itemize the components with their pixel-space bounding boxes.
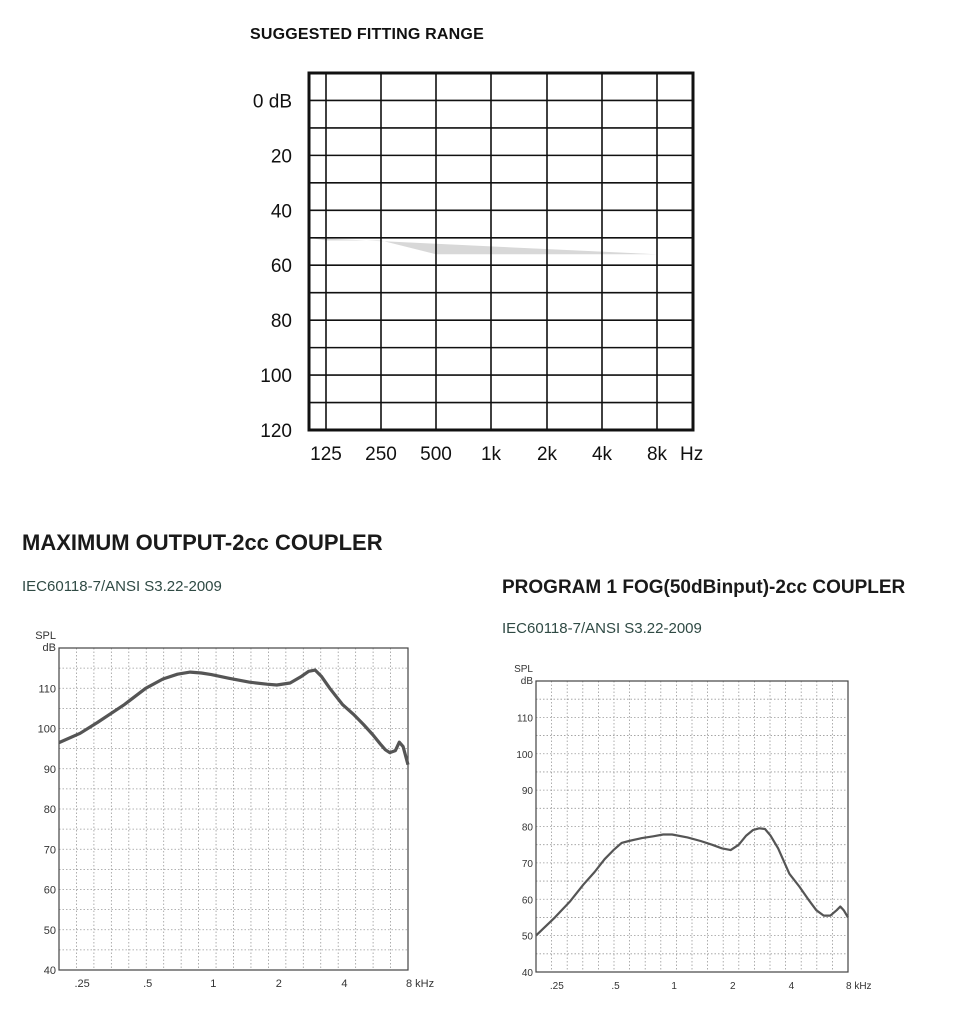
max-output-title: MAXIMUM OUTPUT-2cc COUPLER — [22, 530, 383, 555]
x-tick-label: .25 — [74, 978, 90, 990]
fitting-range-title: SUGGESTED FITTING RANGE — [250, 26, 484, 43]
x-tick-label: 1 — [671, 981, 677, 992]
fitting-range-band-edge — [309, 238, 657, 254]
fitting-x-tick: 8k — [646, 444, 668, 465]
x-tick-label: .5 — [611, 981, 620, 992]
fog-standard: IEC60118-7/ANSI S3.22-2009 — [502, 620, 702, 637]
y-tick-label: 40 — [43, 965, 56, 977]
y-tick-label: 90 — [521, 786, 533, 798]
fitting-y-tick: 120 — [260, 421, 292, 442]
x-tick-label: 2 — [729, 981, 736, 992]
x-tick-label: 2 — [275, 978, 282, 990]
fitting-x-tick: 2k — [536, 444, 558, 465]
y-axis-label: SPL — [514, 664, 533, 675]
fitting-y-tick: 0 dB — [252, 91, 292, 113]
y-axis-unit: dB — [42, 642, 56, 654]
fitting-y-tick: 60 — [270, 256, 292, 278]
y-tick-label: 110 — [517, 713, 533, 725]
fitting-y-tick: 20 — [270, 146, 292, 168]
y-tick-label: 50 — [521, 931, 533, 943]
y-tick-label: 70 — [43, 844, 56, 857]
y-tick-label: 50 — [43, 924, 56, 937]
x-tick-label: 8 kHz — [406, 978, 435, 990]
x-tick-label: 8 kHz — [846, 981, 872, 992]
y-tick-label: 40 — [521, 968, 533, 979]
fitting-x-tick: 125 — [310, 444, 342, 465]
x-tick-label: 1 — [210, 978, 217, 990]
y-tick-label: 100 — [516, 749, 533, 761]
y-tick-label: 90 — [43, 763, 56, 776]
x-tick-label: 4 — [788, 981, 795, 992]
fitting-x-tick: 1k — [480, 444, 502, 465]
x-tick-label: .5 — [143, 978, 153, 990]
y-tick-label: 110 — [38, 683, 56, 696]
y-axis-unit: dB — [520, 676, 533, 687]
y-tick-label: 70 — [521, 858, 533, 870]
fitting-x-tick: 250 — [365, 444, 397, 465]
y-axis-label: SPL — [35, 630, 56, 642]
fitting-x-tick: 4k — [591, 444, 613, 465]
fitting-y-tick: 40 — [270, 201, 292, 223]
fog-title: PROGRAM 1 FOG(50dBinput)-2cc COUPLER — [502, 577, 906, 598]
y-tick-label: 60 — [43, 884, 56, 897]
y-tick-label: 80 — [43, 804, 56, 816]
fitting-x-tick: 500 — [420, 444, 452, 465]
max-output-standard: IEC60118-7/ANSI S3.22-2009 — [22, 578, 222, 595]
x-tick-label: 4 — [341, 978, 348, 990]
x-tick-label: .25 — [549, 981, 564, 992]
fitting-y-tick: 100 — [260, 366, 292, 388]
y-tick-label: 100 — [37, 723, 56, 736]
fitting-y-tick: 80 — [270, 311, 292, 333]
fitting-x-unit: Hz — [680, 444, 704, 465]
y-tick-label: 60 — [521, 895, 533, 907]
y-tick-label: 80 — [521, 822, 533, 834]
